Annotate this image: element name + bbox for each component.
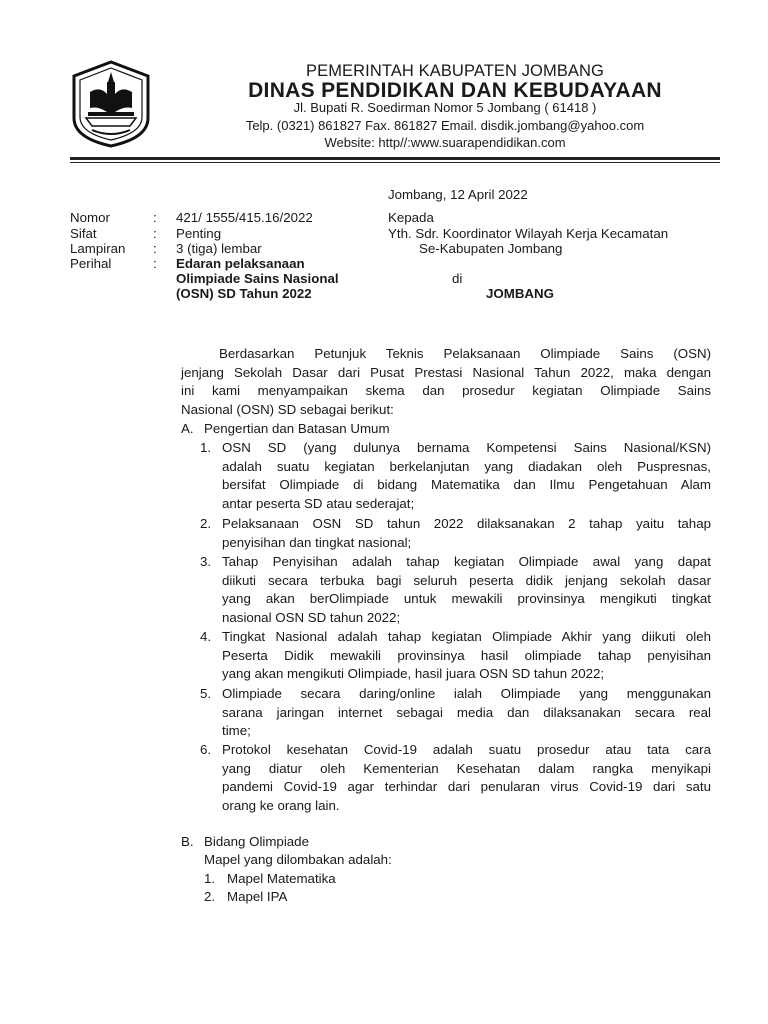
intro-line: jenjang Sekolah Dasar dari Pusat Prestasi Nasional Tahun 2022, maka dengan — [181, 364, 711, 380]
intro-paragraph — [181, 345, 711, 419]
section-a-marker: A. — [181, 421, 194, 436]
recipient-title: Yth. Sdr. Koordinator Wilayah Kerja Kecamatan — [388, 226, 669, 241]
letterhead-rule — [70, 157, 720, 160]
list-item-line: Protokol kesehatan Covid-19 adalah suatu prosedur atau tata cara — [222, 742, 711, 757]
list-item-line: yang akan berOlimpiade untuk mewakili provinsinya mengikuti tingkat — [222, 591, 711, 607]
list-item-line: Tingkat Nasional adalah tahap kegiatan Olimpiade Akhir yang diikuti oleh — [222, 629, 711, 644]
perihal-continuation: Olimpiade Sains Nasional — [176, 271, 339, 286]
intro-line: Berdasarkan Petunjuk Teknis Pelaksanaan Olimpiade Sains (OSN) — [219, 346, 711, 361]
letter-date: Jombang, 12 April 2022 — [388, 187, 528, 202]
list-item-line: pandemi Covid-19 agar terhindar dari penularan virus Covid-19 dari satu — [222, 779, 711, 795]
list-item — [222, 553, 711, 627]
list-item-line: Pelaksanaan OSN SD tahun 2022 dilaksanakan 2 tahap yaitu tahap — [222, 516, 711, 531]
meta-label-perihal: Perihal — [70, 256, 112, 271]
section-b-marker: B. — [181, 834, 194, 849]
meta-colon: : — [153, 226, 157, 241]
meta-colon: : — [153, 210, 157, 225]
section-a-title: Pengertian dan Batasan Umum — [204, 421, 390, 436]
list-item-line: time; — [222, 723, 251, 739]
intro-line: ini kami menyampaikan skema dan prosedur kegiatan Olimpiade Sains — [181, 383, 711, 399]
list-item-line: antar peserta SD atau sederajat; — [222, 495, 415, 511]
list-number: 2. — [200, 516, 212, 531]
letterhead-agency: DINAS PENDIDIKAN DAN KEBUDAYAAN — [248, 79, 662, 102]
recipient-di: di — [452, 271, 463, 286]
meta-label-nomor: Nomor — [70, 210, 110, 225]
list-item — [222, 439, 711, 513]
list-number: 2. — [204, 889, 216, 904]
meta-label-sifat: Sifat — [70, 226, 97, 241]
recipient-kepada: Kepada — [388, 210, 434, 225]
list-item-line: diikuti secara terbuka bagi seluruh peserta didik jenjang sekolah dasar — [222, 572, 711, 588]
list-item-line: Olimpiade secara daring/online ialah Olimpiade yang menggunakan — [222, 686, 711, 701]
intro-line: Nasional (OSN) SD sebagai berikut: — [181, 401, 394, 417]
meta-colon: : — [153, 256, 157, 271]
list-item — [222, 515, 711, 552]
meta-value-nomor: 421/ 1555/415.16/2022 — [176, 210, 313, 225]
letterhead-contact: Telp. (0321) 861827 Fax. 861827 Email. disdik.jombang@yahoo.com — [245, 118, 645, 133]
kabupaten-jombang-emblem — [70, 60, 152, 148]
list-item-line: sarana jaringan internet sebagai media dan dilaksanakan secara real — [222, 704, 711, 720]
list-number: 4. — [200, 629, 212, 644]
list-item-line: yang akan mengikuti Olimpiade, hasil juara OSN SD tahun 2022; — [222, 666, 605, 682]
list-item-line: Peserta Didik mewakili provinsinya hasil olimpiade tahap penyisihan — [222, 647, 711, 663]
list-number: 1. — [200, 440, 212, 455]
meta-value-perihal: Edaran pelaksanaan — [176, 256, 305, 271]
list-item-line: OSN SD (yang dulunya bernama Kompetensi Sains Nasional/KSN) — [222, 440, 711, 455]
perihal-continuation: (OSN) SD Tahun 2022 — [176, 286, 312, 301]
list-number: 5. — [200, 686, 212, 701]
letterhead-address: Jl. Bupati R. Soedirman Nomor 5 Jombang ( 61418 ) — [293, 100, 597, 115]
list-item-line: bersifat Olimpiade di bidang Matematika dan Ilmu Pengetahuan Alam — [222, 477, 711, 493]
list-item-line: yang diatur oleh Kementerian Kesehatan dalam rangka menyikapi — [222, 760, 711, 776]
meta-colon: : — [153, 241, 157, 256]
letterhead-website: Website: http//:www.suarapendidikan.com — [324, 135, 566, 150]
section-b-title: Bidang Olimpiade — [204, 834, 309, 849]
list-number: 6. — [200, 742, 212, 757]
list-item-line: adalah suatu kegiatan berkelanjutan yang diadakan oleh Puspresnas, — [222, 458, 711, 474]
list-item-line: orang ke orang lain. — [222, 797, 340, 813]
list-number: 1. — [204, 871, 216, 886]
list-item — [222, 685, 711, 741]
list-number: 3. — [200, 554, 212, 569]
letterhead-rule-thin — [70, 162, 720, 163]
list-item-line: nasional OSN SD tahun 2022; — [222, 609, 401, 625]
letterhead-government: PEMERINTAH KABUPATEN JOMBANG — [305, 62, 604, 80]
subject-item: Mapel IPA — [227, 889, 288, 904]
list-item — [222, 741, 711, 815]
meta-value-lampiran: 3 (tiga) lembar — [176, 241, 262, 256]
recipient-city: JOMBANG — [486, 286, 554, 301]
meta-value-sifat: Penting — [176, 226, 222, 241]
list-item-line: Tahap Penyisihan adalah tahap kegiatan Olimpiade awal yang dapat — [222, 554, 711, 569]
recipient-area: Se-Kabupaten Jombang — [419, 241, 563, 256]
list-item-line: penyisihan dan tingkat nasional; — [222, 534, 412, 550]
list-item — [222, 628, 711, 684]
subject-item: Mapel Matematika — [227, 871, 336, 886]
section-b-intro: Mapel yang dilombakan adalah: — [204, 852, 392, 867]
meta-label-lampiran: Lampiran — [70, 241, 126, 256]
